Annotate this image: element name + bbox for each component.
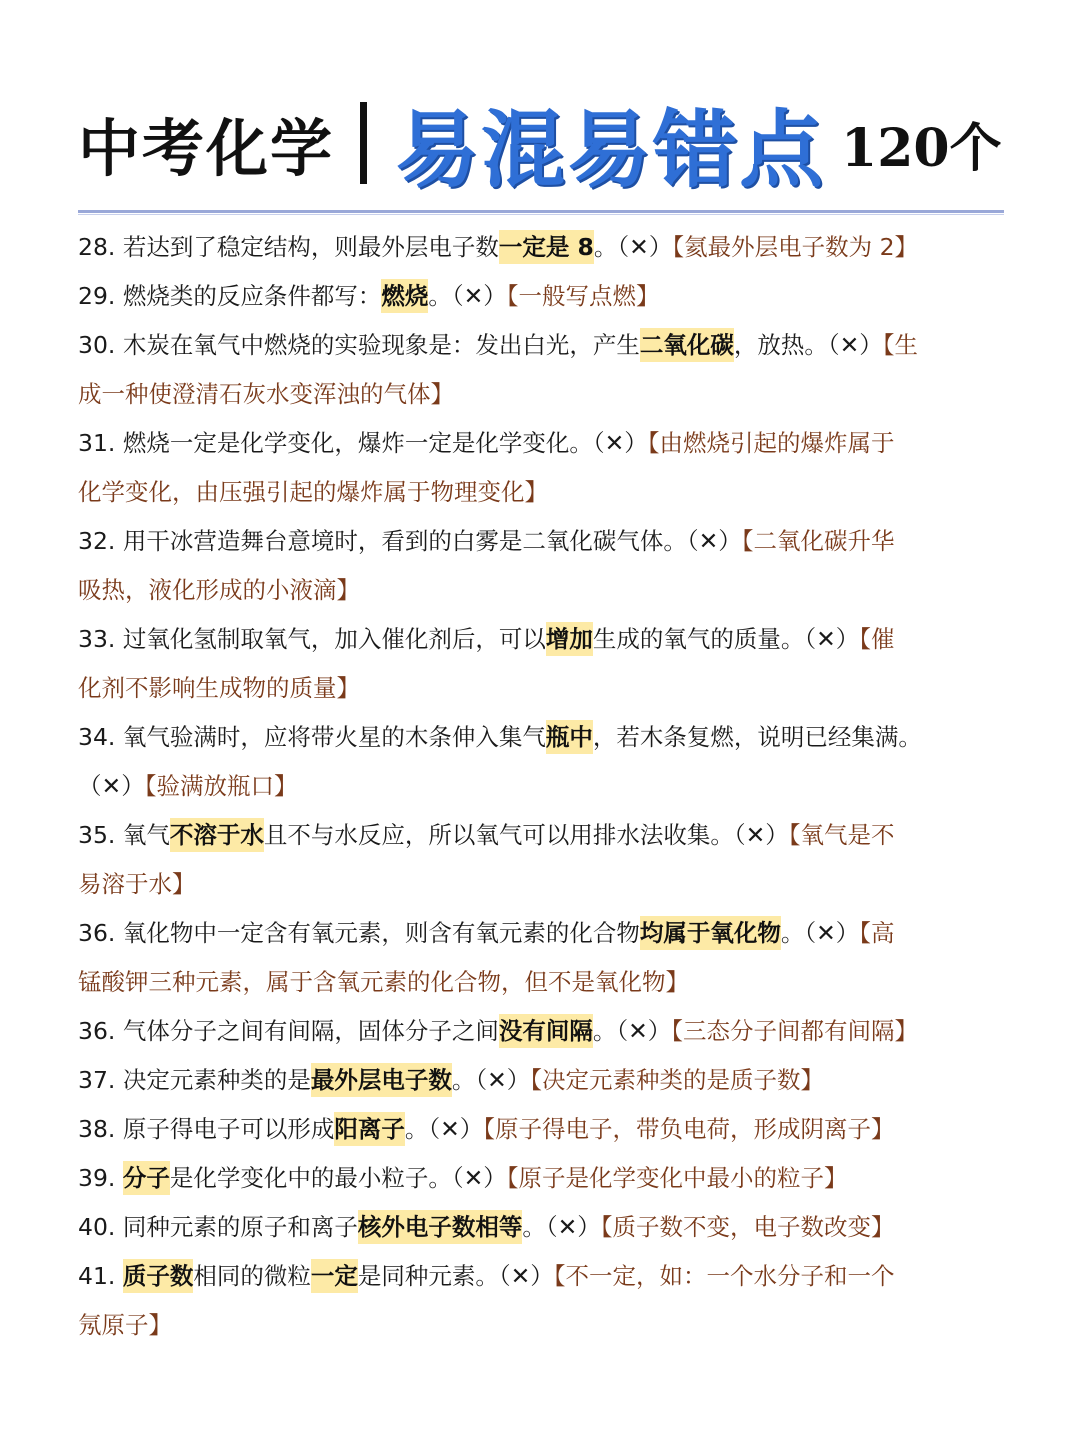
statement-text: ，若木条复燃，说明已经集满。	[592, 723, 922, 751]
answer-note: 【高	[859, 919, 895, 947]
statement-text: 33. 过氧化氢制取氧气，加入催化剂后，可以	[78, 625, 546, 653]
answer-note: 【原子得电子，带负电荷，形成阴离子】	[483, 1115, 895, 1143]
answer-note: 成一种使澄清石灰水变浑浊的气体】	[78, 380, 454, 408]
text-line	[78, 1007, 1008, 1056]
title-count: 120个	[841, 117, 1002, 179]
answer-note: 【氧气是不	[788, 821, 895, 849]
text-line	[78, 468, 1008, 517]
text-line	[78, 762, 1008, 811]
answer-note: 【由燃烧引起的爆炸属于	[647, 429, 895, 457]
answer-note: 【原子是化学变化中最小的粒子】	[506, 1164, 848, 1192]
text-line	[78, 1056, 1008, 1105]
answer-note: 易溶于水】	[78, 870, 196, 898]
text-line	[78, 958, 1008, 1007]
answer-note: 【质子数不变，电子数改变】	[600, 1213, 895, 1241]
statement-text: 41.	[78, 1262, 123, 1290]
text-line	[78, 1301, 1008, 1350]
statement-text: 。（✕）	[522, 1213, 601, 1241]
text-line	[78, 223, 1008, 272]
highlighted-keyword: 质子数	[123, 1259, 194, 1293]
answer-note: 化剂不影响生成物的质量】	[78, 674, 360, 702]
statement-text: 40. 同种元素的原子和离子	[78, 1213, 358, 1241]
text-line	[78, 713, 1008, 762]
text-line	[78, 370, 1008, 419]
text-line	[78, 664, 1008, 713]
statement-text: 36. 氧化物中一定含有氧元素，则含有氧元素的化合物	[78, 919, 640, 947]
highlighted-keyword: 一定是 8	[499, 230, 594, 264]
statement-text: 是化学变化中的最小粒子。（✕）	[169, 1164, 507, 1192]
answer-note: 【一般写点燃】	[506, 282, 660, 310]
statement-text: 是同种元素。（✕）	[357, 1262, 554, 1290]
page-header	[78, 88, 1008, 198]
text-line	[78, 860, 1008, 909]
answer-note: 锰酸钾三种元素，属于含氧元素的化合物，但不是氧化物】	[78, 968, 689, 996]
statement-text: 相同的微粒	[193, 1262, 311, 1290]
answer-note: 化学变化，由压强引起的爆炸属于物理变化】	[78, 478, 548, 506]
title-main: 中考化学	[78, 111, 335, 185]
text-line	[78, 517, 1008, 566]
statement-text: ，放热。（✕）	[733, 331, 883, 359]
highlighted-keyword: 增加	[546, 622, 593, 656]
highlighted-keyword: 均属于氧化物	[640, 916, 781, 950]
statement-text: 38. 原子得电子可以形成	[78, 1115, 335, 1143]
highlighted-keyword: 二氧化碳	[640, 328, 734, 362]
answer-note: 【三态分子间都有间隔】	[671, 1017, 919, 1045]
answer-note: 【催	[859, 625, 895, 653]
highlighted-keyword: 最外层电子数	[311, 1063, 452, 1097]
highlighted-keyword: 瓶中	[546, 720, 593, 754]
highlighted-keyword: 阳离子	[334, 1112, 405, 1146]
text-line	[78, 1154, 1008, 1203]
statement-text: 37. 决定元素种类的是	[78, 1066, 311, 1094]
answer-note: 【验满放瓶口】	[144, 772, 298, 800]
statement-text: 32. 用干冰营造舞台意境时，看到的白雾是二氧化碳气体。（✕）	[78, 527, 742, 555]
statement-text: 34. 氧气验满时，应将带火星的木条伸入集气	[78, 723, 546, 751]
text-line	[78, 1252, 1008, 1301]
header-rule	[78, 210, 1004, 213]
highlighted-keyword: 没有间隔	[499, 1014, 593, 1048]
title-highlight: 易混易错点	[395, 99, 826, 199]
text-line	[78, 1203, 1008, 1252]
highlighted-keyword: 不溶于水	[170, 818, 264, 852]
statement-text: 31. 燃烧一定是化学变化，爆炸一定是化学变化。（✕）	[78, 429, 648, 457]
text-line	[78, 615, 1008, 664]
highlighted-keyword: 一定	[311, 1259, 358, 1293]
statement-text: 。（✕）	[780, 919, 860, 947]
text-line	[78, 909, 1008, 958]
text-line	[78, 419, 1008, 468]
answer-note: 【决定元素种类的是质子数】	[530, 1066, 825, 1094]
statement-text: 28. 若达到了稳定结构，则最外层电子数	[78, 233, 499, 261]
text-line	[78, 1105, 1008, 1154]
statement-text: 30. 木炭在氧气中燃烧的实验现象是：发出白光，产生	[78, 331, 640, 359]
statement-text: 生成的氧气的质量。（✕）	[592, 625, 860, 653]
answer-note: 【氦最外层电子数为 2】	[672, 233, 919, 261]
title-divider	[360, 102, 367, 184]
statement-text: 。（✕）	[428, 282, 507, 310]
text-line	[78, 272, 1008, 321]
answer-note: 【不一定，如：一个水分子和一个	[553, 1262, 895, 1290]
statement-text: 。（✕）	[593, 233, 673, 261]
statement-text: 。（✕）	[451, 1066, 531, 1094]
text-line	[78, 566, 1008, 615]
answer-note: 【生	[882, 331, 919, 359]
answer-note: 氖原子】	[78, 1311, 172, 1339]
statement-text: 35. 氧气	[78, 821, 170, 849]
statement-text: 36. 气体分子之间有间隔，固体分子之间	[78, 1017, 499, 1045]
statement-text: 且不与水反应，所以氧气可以用排水法收集。（✕）	[263, 821, 789, 849]
statement-text: 。（✕）	[592, 1017, 672, 1045]
answer-note: 【二氧化碳升华	[741, 527, 895, 555]
highlighted-keyword: 燃烧	[381, 279, 428, 313]
highlighted-keyword: 分子	[123, 1161, 170, 1195]
text-line	[78, 321, 1008, 370]
header-rule-thin	[78, 214, 1004, 215]
statement-text: 29. 燃烧类的反应条件都写：	[78, 282, 382, 310]
text-line	[78, 811, 1008, 860]
statement-text: （✕）	[78, 772, 145, 800]
highlighted-keyword: 核外电子数相等	[358, 1210, 523, 1244]
statement-text: 。（✕）	[404, 1115, 484, 1143]
answer-note: 吸热，液化形成的小液滴】	[78, 576, 360, 604]
statement-text: 39.	[78, 1164, 123, 1192]
